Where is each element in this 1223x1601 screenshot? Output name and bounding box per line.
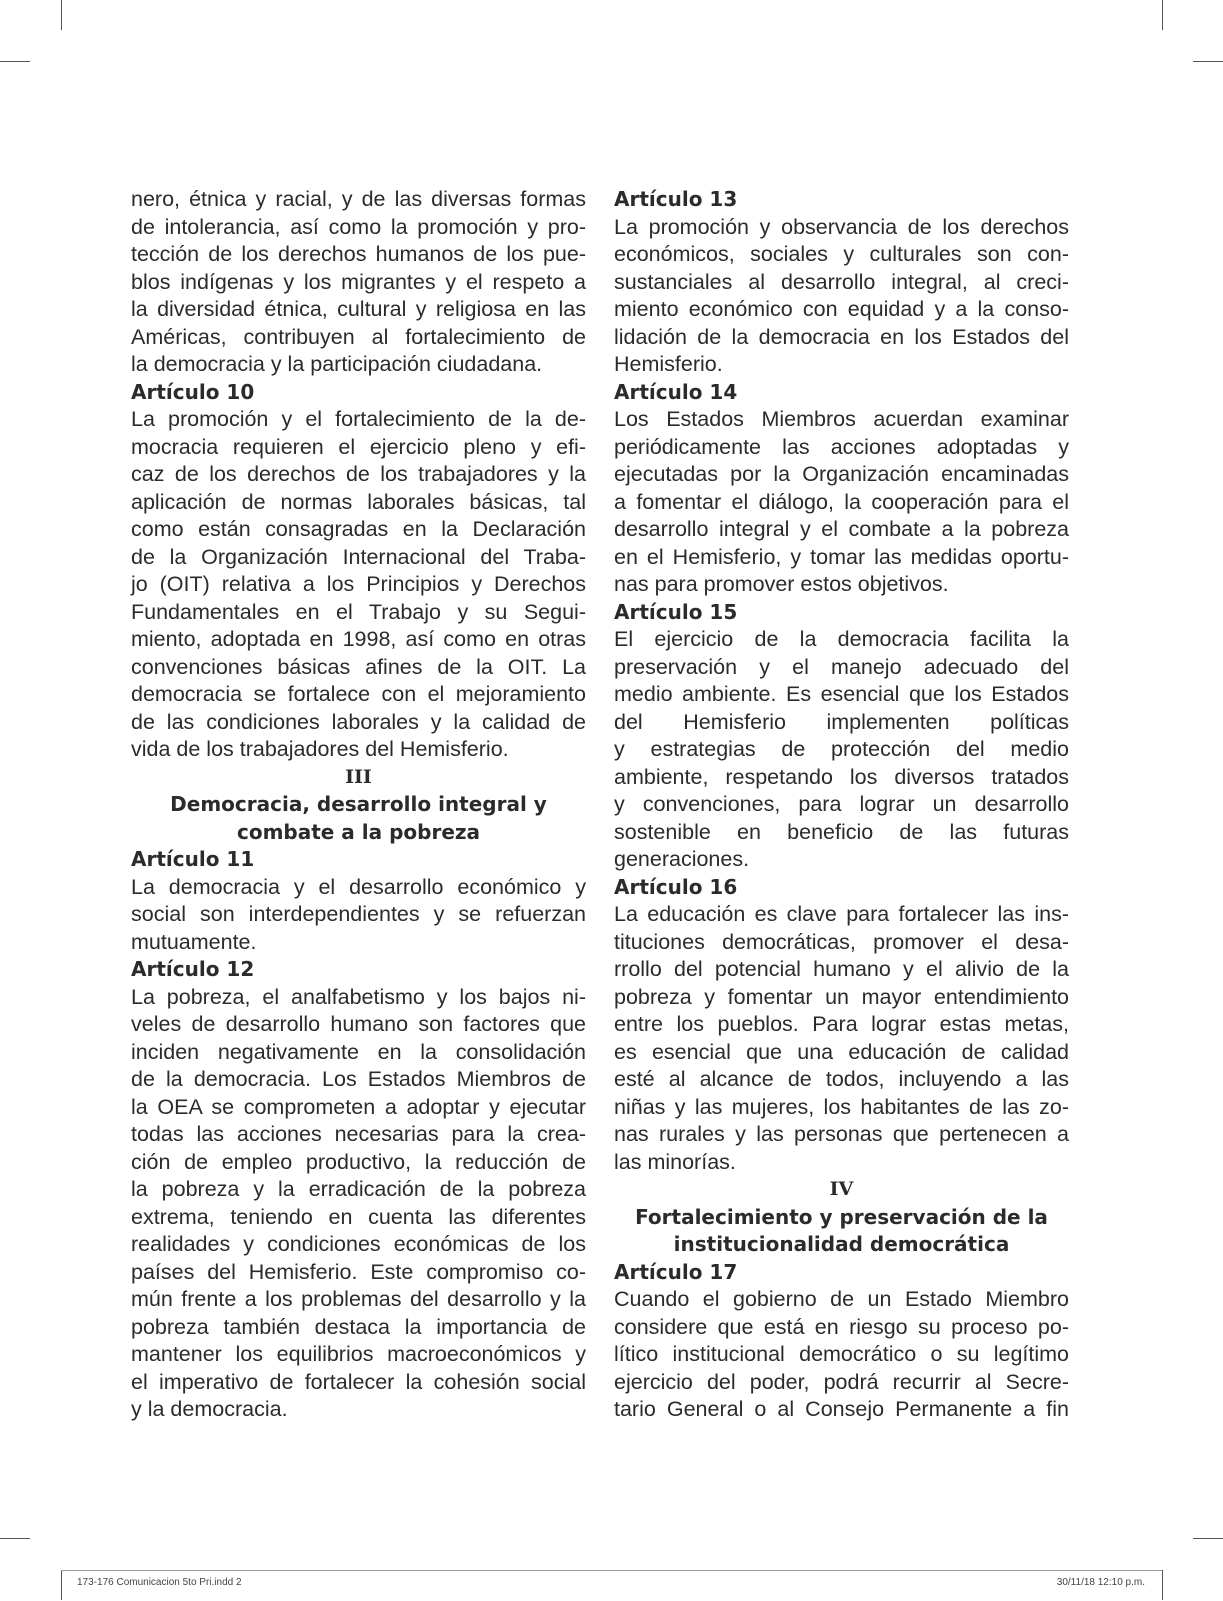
text-line: de las condiciones laborales y la calidad de [131, 709, 586, 734]
text-line: mún frente a los problemas del desarrollo y la [131, 1287, 586, 1311]
text-line: desarrollo integral y el combate a la pobreza [614, 517, 1069, 541]
text-line: aplicación de normas laborales básicas, tal [131, 489, 586, 514]
crop-mark [1162, 0, 1163, 30]
text-line: sostenible en beneficio de las futuras [614, 819, 1069, 844]
text-line: Fundamentales en el Trabajo y su Segui- [131, 599, 586, 624]
paragraph [614, 214, 1069, 379]
chapter-title-line: institucionalidad democrática [673, 1232, 1010, 1256]
crop-mark [61, 0, 62, 30]
text-line: miento, adoptada en 1998, así como en otras [131, 627, 586, 651]
text-line: la OEA se comprometen a adoptar y ejecutar [131, 1094, 586, 1119]
text-line: nas para promover estos objetivos. [614, 572, 949, 596]
text-line: lidación de la democracia en los Estados del [614, 324, 1069, 349]
text-line: vida de los trabajadores del Hemisferio. [131, 737, 509, 761]
text-line: preservación y el manejo adecuado del [614, 654, 1069, 679]
text-line: pobreza y fomentar un mayor entendimiento [614, 984, 1069, 1009]
article-heading: Artículo 10 [131, 379, 255, 404]
text-line: El ejercicio de la democracia facilita la [614, 627, 1069, 651]
text-line: en el Hemisferio, y tomar las medidas oportu- [614, 544, 1069, 569]
text-line: convenciones básicas afines de la OIT. La [131, 654, 586, 679]
text-line: pobreza también destaca la importancia de [131, 1314, 586, 1339]
text-line: generaciones. [614, 847, 750, 871]
text-line: nas rurales y las personas que pertenecen a [614, 1122, 1069, 1146]
paragraph [614, 406, 1069, 599]
text-line: de la democracia. Los Estados Miembros de [131, 1067, 586, 1091]
text-line: blos indígenas y los migrantes y el respeto a [131, 269, 586, 294]
text-line: y convenciones, para lograr un desarrollo [614, 792, 1069, 816]
article-heading: Artículo 14 [614, 379, 738, 404]
crop-mark [1193, 61, 1223, 62]
article-heading: Artículo 12 [131, 957, 255, 981]
chapter-title [614, 1204, 1069, 1259]
article-heading: Artículo 17 [614, 1259, 738, 1284]
text-line: el imperativo de fortalecer la cohesión social [131, 1369, 586, 1394]
text-line: y la democracia. [131, 1397, 288, 1421]
left-column [131, 186, 586, 1424]
text-line: La educación es clave para fortalecer las ins- [614, 902, 1069, 926]
text-line: periódicamente las acciones adoptadas y [614, 434, 1069, 459]
text-line: como están consagradas en la Declaración [131, 517, 586, 541]
text-line: tituciones democráticas, promover el desa- [614, 929, 1069, 954]
paragraph [614, 626, 1069, 874]
text-line: inciden negativamente en la consolidación [131, 1039, 586, 1064]
text-line: Hemisferio. [614, 352, 723, 376]
article-heading: Artículo 13 [614, 187, 738, 211]
text-line: social son interdependientes y se refuerzan [131, 902, 586, 926]
text-line: las minorías. [614, 1149, 736, 1174]
text-line: La promoción y el fortalecimiento de la de- [131, 407, 586, 431]
text-line: mocracia requieren el ejercicio pleno y efi- [131, 434, 586, 459]
text-line: nero, étnica y racial, y de las diversas formas [131, 187, 586, 211]
text-line: del Hemisferio implementen políticas [614, 709, 1069, 734]
text-line: sustanciales al desarrollo integral, al creci- [614, 269, 1069, 294]
paragraph [131, 874, 586, 957]
text-line: veles de desarrollo humano son factores que [131, 1012, 586, 1036]
text-line: Cuando el gobierno de un Estado Miembro [614, 1287, 1069, 1311]
text-line: ambiente, respetando los diversos tratados [614, 764, 1069, 789]
text-line: jo (OIT) relativa a los Principios y Derechos [131, 572, 586, 596]
text-line: de intolerancia, así como la promoción y pro- [131, 214, 586, 239]
article-heading: Artículo 16 [614, 874, 738, 899]
chapter-title-line: combate a la pobreza [236, 819, 481, 844]
text-line: tario General o al Consejo Permanente a fin [614, 1397, 1069, 1421]
text-line: miento económico con equidad y a la conso- [614, 297, 1069, 321]
text-line: ción de empleo productivo, la reducción de [131, 1149, 586, 1174]
text-line: democracia se fortalece con el mejoramiento [131, 682, 586, 706]
right-column [614, 186, 1069, 1424]
crop-mark [0, 61, 30, 62]
paragraph [131, 186, 586, 379]
text-line: esté al alcance de todos, incluyendo a las [614, 1067, 1069, 1091]
text-line: y estrategias de protección del medio [614, 737, 1069, 761]
text-line: La promoción y observancia de los derechos [614, 214, 1069, 239]
article-heading: Artículo 11 [131, 847, 255, 871]
paragraph [614, 901, 1069, 1176]
text-line: Américas, contribuyen al fortalecimiento de [131, 324, 586, 349]
text-line: de la Organización Internacional del Traba- [131, 544, 586, 569]
text-line: medio ambiente. Es esencial que los Estados [614, 682, 1069, 706]
text-line: entre los pueblos. Para lograr estas metas, [614, 1012, 1069, 1036]
text-line: Los Estados Miembros acuerdan examinar [614, 407, 1069, 431]
text-line: ejercicio del poder, podrá recurrir al Secre- [614, 1369, 1069, 1394]
chapter-number: III [345, 765, 372, 788]
crop-mark [1193, 1538, 1223, 1539]
text-line: todas las acciones necesarias para la crea- [131, 1122, 586, 1146]
text-line: tección de los derechos humanos de los pue- [131, 242, 586, 266]
text-line: realidades y condiciones económicas de los [131, 1232, 586, 1256]
text-line: considere que está en riesgo su proceso po- [614, 1314, 1069, 1339]
text-line: lítico institucional democrático o su legítimo [614, 1342, 1069, 1366]
chapter-title-line: Democracia, desarrollo integral y [170, 792, 547, 816]
text-line: mutuamente. [131, 929, 257, 954]
text-line: La pobreza, el analfabetismo y los bajos ni- [131, 984, 586, 1009]
crop-mark [0, 1538, 30, 1539]
chapter-title [131, 791, 586, 846]
text-line: la diversidad étnica, cultural y religiosa en las [131, 297, 586, 321]
paragraph [614, 1286, 1069, 1424]
slug-filename: 173-176 Comunicacion 5to Pri.indd 2 [77, 1577, 242, 1588]
text-line: la democracia y la participación ciudadana. [131, 352, 543, 376]
text-line: es esencial que una educación de calidad [614, 1039, 1069, 1064]
crop-mark [1162, 1570, 1163, 1600]
chapter-number: IV [829, 1178, 854, 1200]
slug-date: 30/11/18 12:10 p.m. [1056, 1577, 1145, 1588]
text-line: económicos, sociales y culturales son con- [614, 242, 1069, 266]
text-line: ejecutadas por la Organización encaminadas [614, 462, 1069, 486]
text-line: mantener los equilibrios macroeconómicos y [131, 1342, 586, 1366]
text-line: La democracia y el desarrollo económico y [131, 874, 586, 899]
text-line: caz de los derechos de los trabajadores y la [131, 462, 586, 486]
chapter-title-line: Fortalecimiento y preservación de la [635, 1204, 1048, 1229]
text-line: rrollo del potencial humano y el alivio de la [614, 957, 1069, 981]
paragraph [131, 406, 586, 764]
text-line: la pobreza y la erradicación de la pobreza [131, 1177, 586, 1201]
text-line: niñas y las mujeres, los habitantes de las zo- [614, 1094, 1069, 1119]
text-line: a fomentar el diálogo, la cooperación para el [614, 489, 1069, 514]
text-line: países del Hemisferio. Este compromiso co- [131, 1259, 586, 1284]
article-heading: Artículo 15 [614, 599, 738, 624]
paragraph [131, 984, 586, 1424]
text-line: extrema, teniendo en cuenta las diferentes [131, 1204, 586, 1229]
